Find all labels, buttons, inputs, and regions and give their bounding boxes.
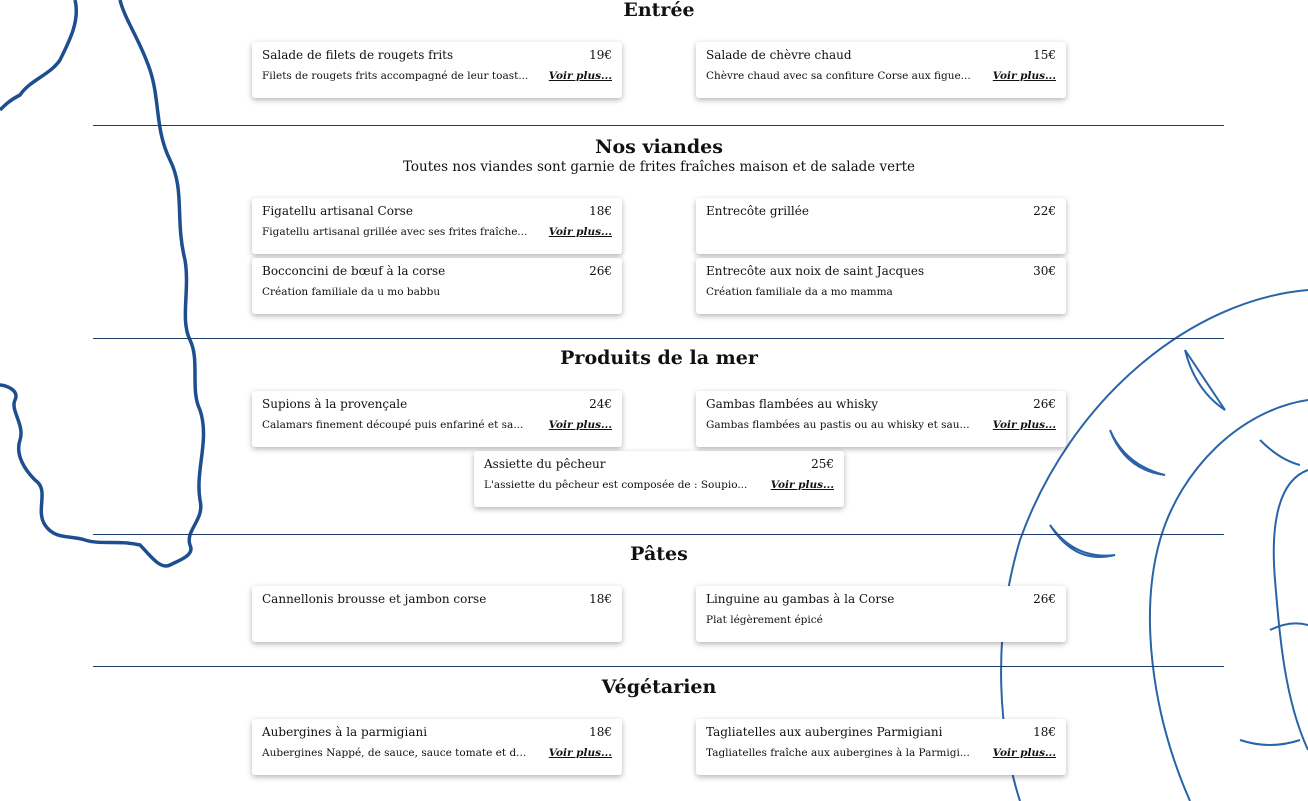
menu-item-card[interactable] xyxy=(696,42,1066,98)
section-title: Pâtes xyxy=(630,543,688,565)
section-divider xyxy=(93,534,1224,535)
menu-item-price: 26€ xyxy=(589,264,612,278)
menu-item-card[interactable] xyxy=(696,586,1066,642)
menu-item-description: Création familiale da a mo mamma xyxy=(706,286,893,298)
menu-item-card[interactable] xyxy=(252,719,622,775)
voir-plus-link[interactable]: Voir plus... xyxy=(992,747,1056,759)
menu-item-name: Assiette du pêcheur xyxy=(484,457,606,471)
menu-item-price: 26€ xyxy=(1033,397,1056,411)
menu-item-price: 19€ xyxy=(589,48,612,62)
voir-plus-link[interactable]: Voir plus... xyxy=(548,747,612,759)
menu-item-card[interactable] xyxy=(696,198,1066,254)
menu-item-name: Salade de filets de rougets frits xyxy=(262,48,454,62)
menu-item-description: Chèvre chaud avec sa confiture Corse aux figue... xyxy=(706,70,971,82)
menu-item-name: Gambas flambées au whisky xyxy=(706,397,879,411)
section-title: Entrée xyxy=(623,0,695,21)
menu-item-price: 18€ xyxy=(1033,725,1056,739)
menu-item-description: L'assiette du pêcheur est composée de : Soupio... xyxy=(484,479,748,491)
menu-item-price: 18€ xyxy=(589,725,612,739)
menu-item-name: Aubergines à la parmigiani xyxy=(262,725,428,739)
menu-item-name: Linguine au gambas à la Corse xyxy=(706,592,895,606)
section-subtitle: Toutes nos viandes sont garnie de frites fraîches maison et de salade verte xyxy=(402,159,916,175)
menu-item-name: Entrecôte aux noix de saint Jacques xyxy=(706,264,925,278)
section-divider xyxy=(93,125,1224,126)
menu-item-card[interactable] xyxy=(474,451,844,507)
menu-item-name: Supions à la provençale xyxy=(262,397,408,411)
menu-item-description: Gambas flambées au pastis ou au whisky et sau... xyxy=(706,419,970,431)
menu-item-description: Tagliatelles fraîche aux aubergines à la Parmigi... xyxy=(706,747,970,759)
menu-item-card[interactable] xyxy=(696,719,1066,775)
section-title: Nos viandes xyxy=(595,136,723,158)
menu-item-price: 18€ xyxy=(589,204,612,218)
menu-item-card[interactable] xyxy=(252,258,622,314)
voir-plus-link[interactable]: Voir plus... xyxy=(548,419,612,431)
voir-plus-link[interactable]: Voir plus... xyxy=(548,226,612,238)
menu-item-price: 24€ xyxy=(589,397,612,411)
menu-item-description: Figatellu artisanal grillée avec ses frites fraîche... xyxy=(262,226,528,238)
menu-item-price: 15€ xyxy=(1033,48,1056,62)
menu-item-description: Plat légèrement épicé xyxy=(706,614,823,626)
menu-item-price: 18€ xyxy=(589,592,612,606)
voir-plus-link[interactable]: Voir plus... xyxy=(992,419,1056,431)
section-title: Produits de la mer xyxy=(560,347,758,369)
menu-item-description: Aubergines Nappé, de sauce, sauce tomate et d... xyxy=(262,747,527,759)
menu-item-name: Figatellu artisanal Corse xyxy=(262,204,413,218)
menu-item-price: 22€ xyxy=(1033,204,1056,218)
section-title: Végétarien xyxy=(601,676,717,698)
menu-item-price: 26€ xyxy=(1033,592,1056,606)
voir-plus-link[interactable]: Voir plus... xyxy=(548,70,612,82)
menu-item-card[interactable] xyxy=(252,198,622,254)
menu-item-price: 25€ xyxy=(811,457,834,471)
menu-item-card[interactable] xyxy=(696,258,1066,314)
section-divider xyxy=(93,666,1224,667)
menu-item-description: Calamars finement découpé puis enfariné et sa... xyxy=(262,419,524,431)
menu-item-card[interactable] xyxy=(252,391,622,447)
section-divider xyxy=(93,338,1224,339)
menu-item-name: Bocconcini de bœuf à la corse xyxy=(262,264,446,278)
voir-plus-link[interactable]: Voir plus... xyxy=(770,479,834,491)
menu-item-description: Filets de rougets frits accompagné de leur toast... xyxy=(262,70,529,82)
menu-item-description: Création familiale da u mo babbu xyxy=(262,286,441,298)
menu-item-name: Salade de chèvre chaud xyxy=(706,48,852,62)
voir-plus-link[interactable]: Voir plus... xyxy=(992,70,1056,82)
menu-item-price: 30€ xyxy=(1033,264,1056,278)
corsica-map-illustration xyxy=(0,0,230,580)
menu-item-card[interactable] xyxy=(696,391,1066,447)
menu-item-name: Cannellonis brousse et jambon corse xyxy=(262,592,487,606)
menu-item-card[interactable] xyxy=(252,42,622,98)
menu-item-name: Tagliatelles aux aubergines Parmigiani xyxy=(706,725,943,739)
menu-item-card[interactable] xyxy=(252,586,622,642)
menu-item-name: Entrecôte grillée xyxy=(706,204,809,218)
